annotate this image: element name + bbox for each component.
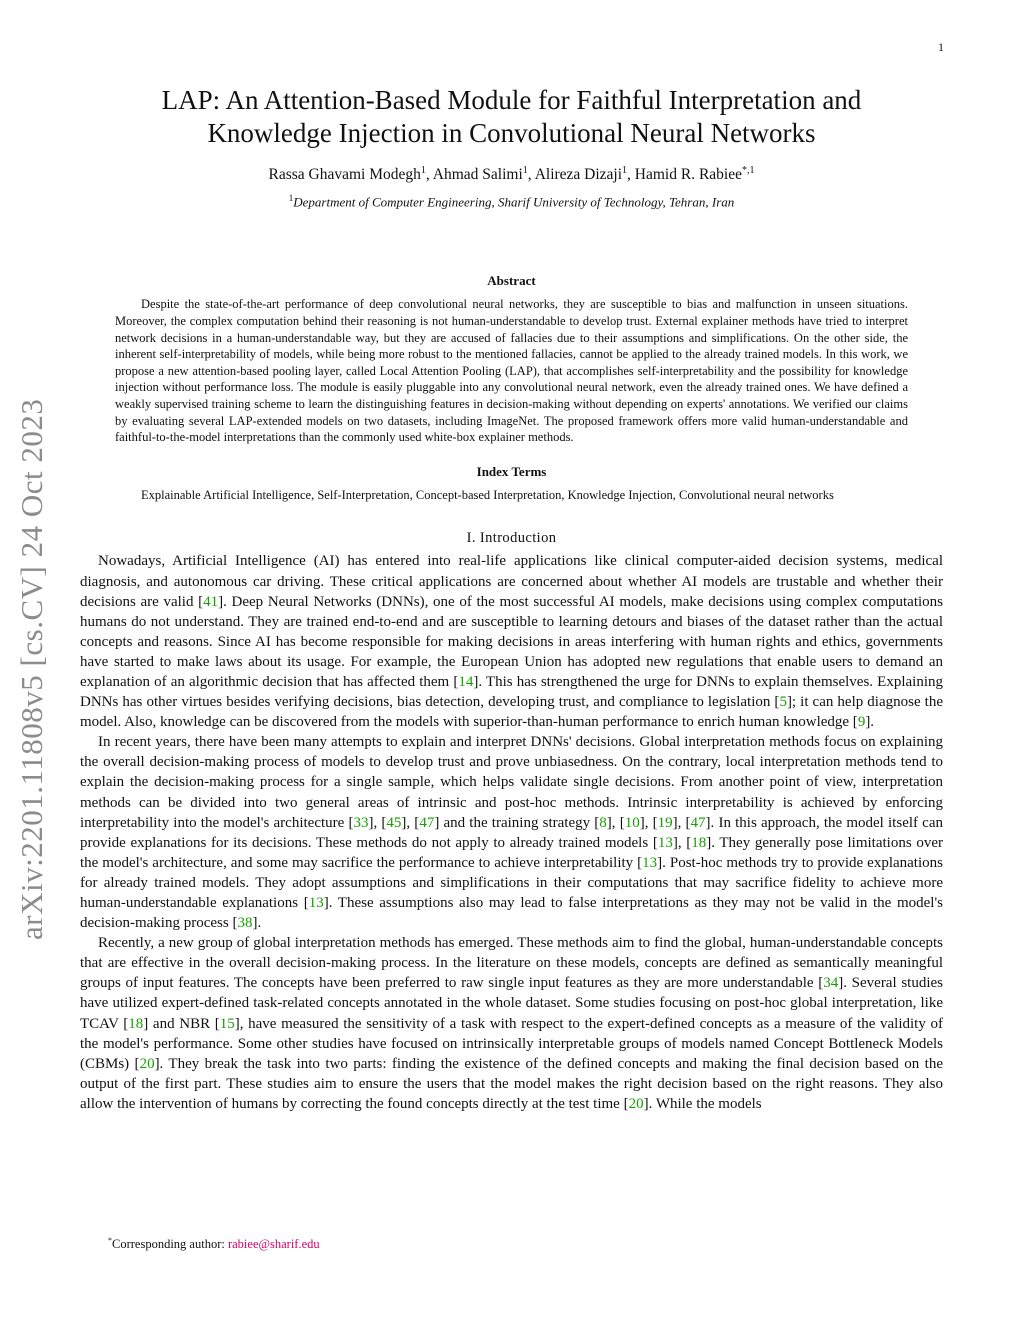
- introduction-paragraph: [80, 732, 943, 933]
- citation-link[interactable]: 47: [419, 814, 435, 831]
- paragraph-text: ].: [865, 714, 875, 731]
- paragraph-text: ], [: [368, 814, 387, 831]
- citation-link[interactable]: 15: [219, 1015, 235, 1032]
- author-name: Ahmad Salimi: [432, 166, 523, 184]
- citation-link[interactable]: 33: [353, 814, 369, 831]
- affiliation-marker: 1: [288, 193, 294, 204]
- citation-link[interactable]: 34: [823, 975, 839, 992]
- affiliation: [80, 193, 943, 210]
- arxiv-identifier: arXiv:2201.11808v5 [cs.CV] 24 Oct 2023: [14, 398, 49, 940]
- paragraph-text: ], have measured the sensitivity of a task with respect to the expert-defined concepts as a measure of the validity of the model's performance. Some other studies have focused on intrinsically interpretable groups of models named Concept Bottleneck Models (CBMs) [: [80, 1015, 943, 1072]
- citation-link[interactable]: 14: [458, 673, 474, 690]
- index-terms-text: Explainable Artificial Intelligence, Self-Interpretation, Concept-based Interpretation, Knowledge Injection, Convolutional neural networks: [141, 487, 834, 502]
- introduction-paragraph: [80, 551, 943, 732]
- page-number: 1: [938, 40, 944, 54]
- author-name: Hamid R. Rabiee: [634, 166, 742, 184]
- paper-content: [80, 84, 943, 1114]
- paragraph-text: ], [: [672, 834, 692, 851]
- paragraph-text: ]. This has strengthened the urge for DNNs to explain themselves. Explaining DNNs has other virtues besides verifying decisions, bias detection, developing trust, and compliance to legislation [: [80, 673, 943, 711]
- author-affiliation-marker: 1: [622, 165, 628, 176]
- author-separator: ,: [527, 166, 535, 184]
- title-line-1: LAP: An Attention-Based Module for Faithful Interpretation and: [161, 85, 862, 115]
- introduction-heading: I. Introduction: [466, 530, 557, 547]
- citation-link[interactable]: 9: [857, 714, 866, 731]
- author-affiliation-marker: 1: [522, 165, 528, 176]
- citation-link[interactable]: 10: [624, 814, 640, 831]
- paragraph-text: Nowadays, Artificial Intelligence (AI) has entered into real-life applications like clinical computer-aided decision systems, medical diagnosis, and autonomous car driving. These critical applications are concerned about whether AI models are trustable and whether their decisions are valid [: [80, 553, 943, 610]
- paper-title: [80, 84, 943, 150]
- author-name: Alireza Dizaji: [534, 166, 623, 184]
- footnote-label: Corresponding author:: [112, 1237, 228, 1252]
- paragraph-text: ]. Deep Neural Networks (DNNs), one of the most successful AI models, make decisions using complex computations humans do not understand. They are trained end-to-end and are susceptible to learning detours and biases of the dataset rather than the actual concepts and reasons. Since AI has become responsible for making decisions in areas interfering with human rights and ethics, governments have started to make laws about its usage. For example, the European Union has adopted new regulations that enable users to demand an explanation of an algorithmic decision that has affected them [: [80, 593, 943, 690]
- citation-link[interactable]: 20: [139, 1055, 155, 1072]
- citation-link[interactable]: 5: [779, 694, 787, 711]
- citation-link[interactable]: 19: [657, 814, 673, 831]
- author-affiliation-marker: 1: [420, 165, 426, 176]
- author-affiliation-marker: *,1: [741, 165, 755, 176]
- citation-link[interactable]: 47: [690, 814, 706, 831]
- paragraph-text: In recent years, there have been many attempts to explain and interpret DNNs' decisions. Global interpretation methods focus on explaining the overall decision-making process of models to develop trust and prove unbiasedness. On the contrary, local interpretation methods tend to explain the decision-making process for a single sample, which helps validate single decisions. From another point of view, interpretation methods can be divided into two general areas of intrinsic and post-hoc methods. Intrinsic interpretability is achieved by enforcing interpretability into the model's architecture [: [80, 734, 943, 831]
- paragraph-text: ]. Post-hoc methods try to provide explanations for already trained models. They adopt assumptions and simplifications in their computations that may sacrifice fidelity to achieve more human-understandable explanations [: [80, 854, 943, 912]
- citation-link[interactable]: 8: [599, 814, 607, 831]
- corresponding-author-footnote: [108, 1236, 320, 1252]
- paragraph-text: ]. In this approach, the model itself can provide explanations for its decisions. These methods do not apply to already trained models [: [80, 814, 943, 851]
- paragraph-text: ]; it can help diagnose the model. Also, knowledge can be discovered from the models with superior-than-human performance to enrich human knowledge [: [80, 694, 943, 731]
- citation-link[interactable]: 13: [308, 895, 324, 912]
- citation-link[interactable]: 38: [237, 915, 253, 932]
- paragraph-text: ]. While the models: [643, 1095, 762, 1112]
- citation-link[interactable]: 13: [657, 834, 673, 851]
- affiliation-text: Department of Computer Engineering, Sharif University of Technology, Tehran, Iran: [293, 194, 735, 210]
- author-separator: ,: [425, 166, 433, 184]
- index-terms-heading: Index Terms: [476, 463, 547, 479]
- paragraph-text: ] and NBR [: [143, 1015, 220, 1032]
- citation-link[interactable]: 18: [128, 1015, 144, 1032]
- corresponding-author-email[interactable]: rabiee@sharif.edu: [227, 1237, 320, 1252]
- introduction-body: [80, 551, 943, 1114]
- paragraph-text: ] and the training strategy [: [434, 814, 600, 831]
- paragraph-text: ], [: [639, 814, 658, 831]
- paragraph-text: ]. Several studies have utilized expert-defined task-related concepts annotated in the whole dataset. Some studies focusing on post-hoc global interpretation, like TCAV [: [80, 975, 943, 1032]
- introduction-paragraph: [80, 933, 943, 1114]
- title-line-2: Knowledge Injection in Convolutional Neural Networks: [207, 118, 816, 148]
- paragraph-text: ]. They generally pose limitations over the model's architecture, and some may sacrifice the performance to achieve interpretability [: [80, 834, 943, 871]
- paragraph-text: ], [: [401, 814, 420, 831]
- index-terms: [80, 464, 943, 504]
- author-list: [80, 165, 943, 184]
- paragraph-text: ], [: [606, 814, 625, 831]
- citation-link[interactable]: 13: [642, 854, 658, 871]
- paragraph-text: ]. They break the task into two parts: finding the existence of the defined concepts and making the final decision based on the output of the first part. These studies aim to ensure the users that the model makes the right decision based on the right reasons. They also allow the intervention of humans by correcting the found concepts directly at the test time [: [80, 1055, 943, 1112]
- citation-link[interactable]: 41: [203, 593, 219, 610]
- citation-link[interactable]: 18: [691, 834, 707, 851]
- footnote-marker: *: [108, 1236, 112, 1245]
- author-name: Rassa Ghavami Modegh: [268, 166, 421, 184]
- author-separator: ,: [627, 166, 635, 184]
- abstract-heading: Abstract: [487, 273, 536, 289]
- citation-link[interactable]: 45: [386, 814, 402, 831]
- citation-link[interactable]: 20: [628, 1095, 644, 1112]
- paragraph-text: Recently, a new group of global interpretation methods has emerged. These methods aim to find the global, human-understandable concepts that are effective in the overall decision-making process. In the literature on these models, concepts are defined as semantically meaningful groups of input features. The concepts have been preferred to raw single input features as they are more understandable [: [80, 935, 943, 992]
- abstract-text: Despite the state-of-the-art performance of deep convolutional neural networks, they are susceptible to bias and malfunction in unseen situations. Moreover, the complex computation behind their reasoning is not human-understandable to develop trust. External explainer methods have tried to interpret network decisions in a human-understandable way, but they are accused of fallacies due to their assumptions and simplifications. On the other side, the inherent self-interpretability of models, while being more robust to the mentioned fallacies, cannot be applied to the already trained models. In this work, we propose a new attention-based pooling layer, called Local Attention Pooling (LAP), that accomplishes self-interpretability and the possibility for knowledge injection without performance loss. The module is easily pluggable into any convolutional neural network, even the already trained ones. We have defined a weakly supervised training scheme to learn the distinguishing features in decision-making without depending on experts' annotations. We verified our claims by evaluating several LAP-extended models on two datasets, including ImageNet. The proposed framework offers more valid human-understandable and faithful-to-the-model interpretations than the commonly used white-box explainer methods.: [115, 297, 908, 445]
- abstract: [80, 273, 943, 445]
- paragraph-text: ].: [252, 915, 262, 932]
- paragraph-text: ]. These assumptions also may lead to false interpretations as they may not be valid in the model's decision-making process [: [80, 895, 943, 932]
- paragraph-text: ], [: [672, 814, 691, 831]
